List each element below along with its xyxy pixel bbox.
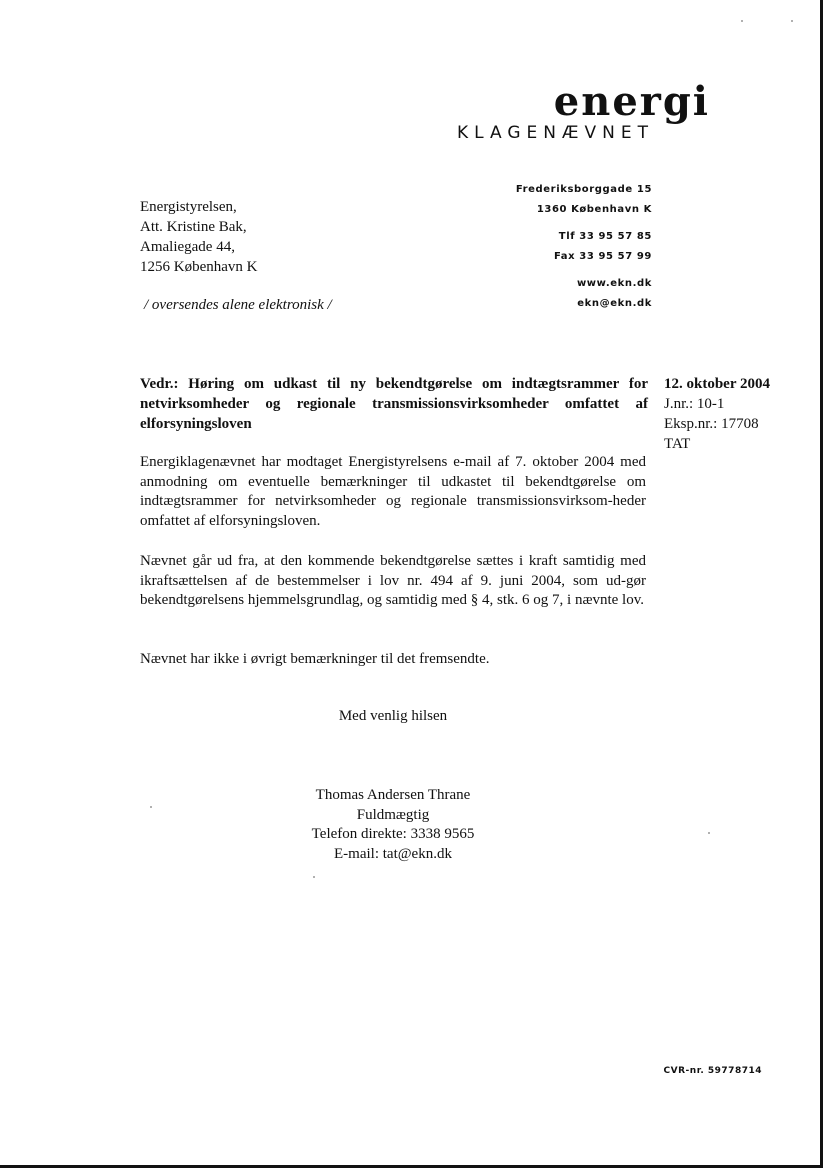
scan-speck	[313, 876, 315, 878]
scan-speck	[791, 20, 793, 22]
sender-web: www.ekn.dk	[576, 278, 652, 289]
signer-title: Fuldmægtig	[356, 806, 430, 823]
reference-block	[664, 374, 770, 454]
scan-speck	[741, 20, 743, 22]
signer-phone: Telefon direkte: 3338 9565	[311, 826, 475, 842]
recipient-address	[140, 197, 257, 277]
scan-speck	[150, 806, 152, 808]
body-paragraph: Nævnet har ikke i øvrigt bemærkninger til det fremsendte.	[140, 651, 490, 667]
body-paragraph: Nævnet går ud fra, at den kommende bekendtgørelse sættes i kraft samtidig med ikraftsættelsen af de bestemmelser i lov nr. 494 af 9. juni 2004, som ud-gør bekendtgørelsens hjemmelsgrundlag, og samtidig med § 4, stk. 6 og 7, i nævnte lov.	[140, 553, 646, 608]
signature-block	[140, 786, 646, 864]
recipient-line: 1256 København K	[140, 259, 258, 275]
recipient-line: Amaliegade 44,	[140, 239, 235, 255]
sender-email: ekn@ekn.dk	[577, 298, 652, 309]
sender-phone: Tlf 33 95 57 85	[558, 231, 652, 242]
sender-street: Frederiksborggade 15	[515, 184, 652, 195]
initials: TAT	[664, 436, 691, 452]
cvr-number: CVR-nr. 59778714	[663, 1066, 762, 1076]
sender-address	[516, 180, 652, 314]
closing-greeting: Med venlig hilsen	[338, 708, 448, 724]
body-paragraph: Energiklagenævnet har modtaget Energistyrelsens e-mail af 7. oktober 2004 med anmodning om eventuelle bemærkninger til udkastet til bekendtgørelse om indtægtsrammer for netvirksomheder og regionale transmissionsvirksom-heder omfattet af elforsyningsloven.	[140, 454, 646, 529]
expedition-number: Eksp.nr.: 17708	[664, 416, 759, 432]
logo-wordmark: energi	[553, 78, 710, 125]
logo-subtitle: KLAGENÆVNET	[456, 123, 654, 143]
scan-speck	[708, 832, 710, 834]
signer-name: Thomas Andersen Thrane	[315, 787, 471, 803]
recipient-line: Att. Kristine Bak,	[140, 219, 247, 235]
sender-fax: Fax 33 95 57 99	[553, 251, 652, 262]
sender-city: 1360 København K	[536, 204, 652, 215]
signer-email: E-mail: tat@ekn.dk	[334, 845, 452, 862]
subject-line: Vedr.: Høring om udkast til ny bekendtgørelse om indtægtsrammer for netvirksomheder og regionale transmissionsvirksomheder omfattet af elforsyningsloven	[140, 376, 648, 432]
transmission-note: / oversendes alene elektronisk /	[144, 297, 332, 313]
recipient-line: Energistyrelsen,	[140, 199, 237, 215]
journal-number: J.nr.: 10-1	[664, 396, 725, 412]
letter-date: 12. oktober 2004	[664, 376, 770, 392]
